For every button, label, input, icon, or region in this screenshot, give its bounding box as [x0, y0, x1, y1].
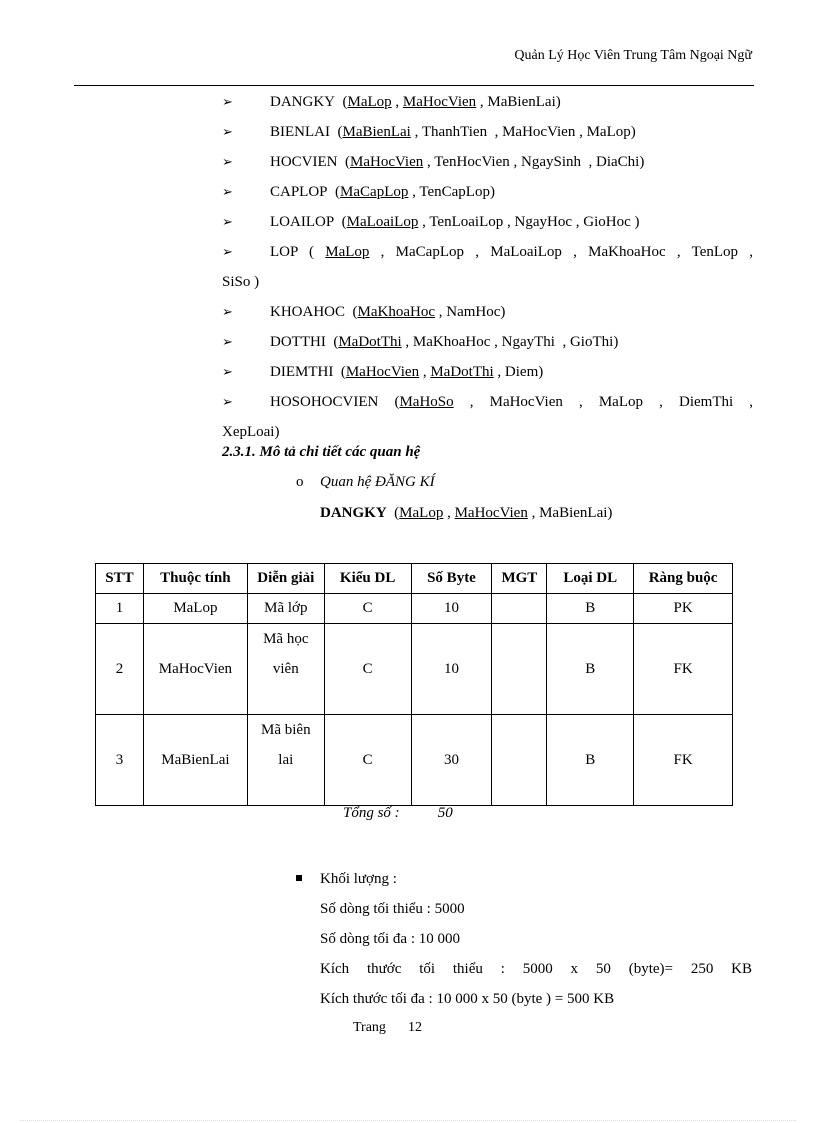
cell-bytes: 30 — [411, 715, 492, 806]
relation-heading: o Quan hệ ĐĂNG KÍ — [296, 474, 435, 490]
arrow-bullet-icon: ➢ — [222, 334, 233, 349]
cell-stt: 3 — [96, 715, 144, 806]
schema-item-diemthi: ➢ DIEMTHI (MaHocVien , MaDotThi , Diem) — [222, 357, 753, 387]
square-bullet-icon — [296, 875, 302, 881]
cell-constraint: PK — [634, 594, 733, 624]
volume-max-size: Kích thước tối đa : 10 000 x 50 (byte ) = 500 KB — [320, 991, 615, 1007]
cell-kind: B — [547, 624, 634, 715]
table-header-row — [96, 564, 733, 594]
col-header: Số Byte — [411, 564, 492, 594]
schema-item-loailop: ➢ LOAILOP (MaLoaiLop , TenLoaiLop , NgayHoc , GioHoc ) — [222, 207, 753, 237]
volume-max-rows: Số dòng tối đa : 10 000 — [320, 931, 461, 947]
cell-mgt — [492, 594, 547, 624]
arrow-bullet-icon: ➢ — [222, 214, 233, 229]
arrow-bullet-icon: ➢ — [222, 364, 233, 379]
total-size: Tổng số : 50 — [343, 805, 453, 821]
schema-item-lop: ➢ LOP ( MaLop , MaCapLop , MaLoaiLop , MaKhoaHoc , TenLop , — [222, 237, 753, 267]
col-header: STT — [96, 564, 144, 594]
col-header: Kiểu DL — [324, 564, 411, 594]
arrow-bullet-icon: ➢ — [222, 184, 233, 199]
cell-kind: B — [547, 715, 634, 806]
col-header: Ràng buộc — [634, 564, 733, 594]
cell-attr: MaHocVien — [143, 624, 247, 715]
cell-constraint: FK — [634, 624, 733, 715]
schema-item-hosohocvien-continued: XepLoai) — [222, 424, 280, 440]
col-header: MGT — [492, 564, 547, 594]
col-header: Diễn giải — [247, 564, 324, 594]
cell-stt: 2 — [96, 624, 144, 715]
cell-type: C — [324, 715, 411, 806]
section-title: 2.3.1. Mô tả chi tiết các quan hệ — [222, 444, 421, 460]
schema-item-bienlai: ➢ BIENLAI (MaBienLai , ThanhTien , MaHocVien , MaLop) — [222, 117, 753, 147]
schema-item-lop-continued: SiSo ) — [222, 274, 260, 290]
bottom-rule — [20, 1120, 796, 1121]
relation-definition: DANGKY (MaLop , MaHocVien , MaBienLai) — [320, 505, 613, 521]
col-header: Thuộc tính — [143, 564, 247, 594]
arrow-bullet-icon: ➢ — [222, 154, 233, 169]
cell-attr: MaBienLai — [143, 715, 247, 806]
cell-mgt — [492, 624, 547, 715]
schema-item-dangky: ➢ DANGKY (MaLop , MaHocVien , MaBienLai) — [222, 87, 753, 117]
volume-min-rows: Số dòng tối thiểu : 5000 — [320, 901, 465, 917]
cell-stt: 1 — [96, 594, 144, 624]
arrow-bullet-icon: ➢ — [222, 124, 233, 139]
schema-item-khoahoc: ➢ KHOAHOC (MaKhoaHoc , NamHoc) — [222, 297, 753, 327]
cell-attr: MaLop — [143, 594, 247, 624]
volume-heading: Khối lượng : — [296, 864, 752, 894]
cell-type: C — [324, 624, 411, 715]
volume-section — [296, 864, 752, 1014]
header-rule — [74, 85, 754, 86]
table-row — [96, 715, 733, 806]
schema-item-dotthi: ➢ DOTTHI (MaDotThi , MaKhoaHoc , NgayThi , GioThi) — [222, 327, 753, 357]
cell-desc: Mã biên lai — [247, 715, 324, 806]
arrow-bullet-icon: ➢ — [222, 304, 233, 319]
circle-bullet-icon: o — [296, 474, 304, 490]
cell-desc: Mã lớp — [247, 594, 324, 624]
table-row — [96, 624, 733, 715]
cell-mgt — [492, 715, 547, 806]
table-row — [96, 594, 733, 624]
attribute-table — [95, 563, 733, 806]
schema-item-hosohocvien: ➢ HOSOHOCVIEN (MaHoSo , MaHocVien , MaLop , DiemThi , — [222, 387, 753, 417]
cell-bytes: 10 — [411, 594, 492, 624]
cell-type: C — [324, 594, 411, 624]
cell-bytes: 10 — [411, 624, 492, 715]
cell-desc: Mã học viên — [247, 624, 324, 715]
arrow-bullet-icon: ➢ — [222, 244, 233, 259]
volume-min-size: Kích thước tối thiểu : 5000 x 50 (byte)= 250 KB — [320, 961, 752, 977]
arrow-bullet-icon: ➢ — [222, 394, 233, 409]
page-header: Quản Lý Học Viên Trung Tâm Ngoại Ngữ — [514, 48, 752, 63]
schema-list — [222, 87, 753, 447]
schema-item-caplop: ➢ CAPLOP (MaCapLop , TenCapLop) — [222, 177, 753, 207]
cell-constraint: FK — [634, 715, 733, 806]
cell-kind: B — [547, 594, 634, 624]
col-header: Loại DL — [547, 564, 634, 594]
arrow-bullet-icon: ➢ — [222, 94, 233, 109]
schema-item-hocvien: ➢ HOCVIEN (MaHocVien , TenHocVien , NgaySinh , DiaChi) — [222, 147, 753, 177]
page-footer: Trang 12 — [353, 1020, 422, 1035]
